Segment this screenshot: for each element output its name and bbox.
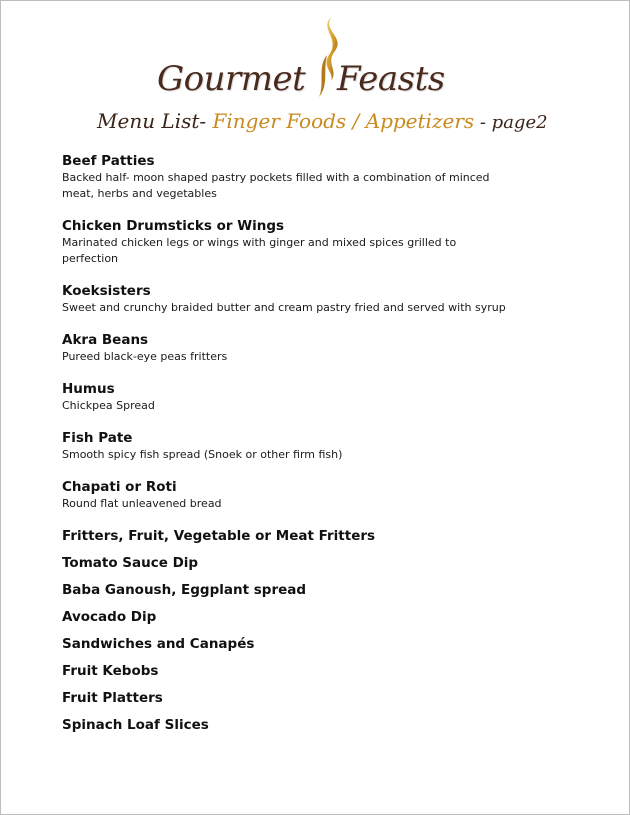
menu-item: [62, 218, 512, 267]
menu-item-name: Koeksisters: [62, 283, 151, 299]
menu-item-name: Fruit Platters: [62, 690, 163, 706]
menu-item-name: Baba Ganoush, Eggplant spread: [62, 582, 307, 598]
menu-item: [62, 381, 512, 414]
menu-item-name: Fritters, Fruit, Vegetable or Meat Fritters: [62, 528, 376, 544]
menu-item-name: Chicken Drumsticks or Wings: [62, 218, 285, 234]
menu-item-name: Akra Beans: [62, 332, 149, 348]
menu-item: [62, 283, 512, 316]
menu-item-name: Fruit Kebobs: [62, 663, 159, 679]
menu-item-simple: [62, 528, 512, 545]
menu-item-name: Fish Pate: [62, 430, 133, 446]
logo-word-feasts: Feasts: [337, 59, 445, 99]
menu-item: [62, 479, 512, 512]
menu-item-description: Round flat unleavened bread: [62, 497, 222, 510]
menu-item: [62, 153, 512, 202]
subtitle-page: - page2: [474, 112, 548, 133]
menu-item-name: Chapati or Roti: [62, 479, 177, 495]
gourmet-feasts-logo: [151, 15, 451, 105]
menu-item-name: Tomato Sauce Dip: [62, 555, 199, 571]
menu-item: [62, 332, 512, 365]
menu-subtitle: [97, 109, 548, 133]
menu-item-name: Sandwiches and Canapés: [62, 636, 255, 652]
menu-item-simple: [62, 636, 512, 653]
subtitle-menu-list: Menu List-: [97, 109, 213, 133]
menu-item-description: Chickpea Spread: [62, 399, 155, 412]
menu-item-description: Sweet and crunchy braided butter and cream pastry fried and served with syrup: [62, 301, 506, 314]
menu-item-description: Pureed black-eye peas fritters: [62, 350, 228, 363]
menu-item-description: Marinated chicken legs or wings with ginger and mixed spices grilled to perfection: [62, 236, 457, 265]
logo-word-gourmet: Gourmet: [157, 59, 306, 99]
menu-item-description: Backed half- moon shaped pastry pockets filled with a combination of minced meat, herbs and vegetables: [62, 171, 490, 200]
menu-item-name: Beef Patties: [62, 153, 155, 169]
subtitle-category: Finger Foods / Appetizers: [212, 109, 475, 133]
menu-item-simple: [62, 717, 512, 734]
menu-item-simple: [62, 582, 512, 599]
menu-item-simple: [62, 609, 512, 626]
menu-item-simple: [62, 663, 512, 680]
menu-item-name: Avocado Dip: [62, 609, 157, 625]
menu-item-name: Humus: [62, 381, 115, 397]
menu-list: [62, 153, 512, 744]
menu-item-name: Spinach Loaf Slices: [62, 717, 209, 733]
menu-item-description: Smooth spicy fish spread (Snoek or other firm fish): [62, 448, 343, 461]
menu-item-simple: [62, 690, 512, 707]
menu-item: [62, 430, 512, 463]
menu-item-simple: [62, 555, 512, 572]
